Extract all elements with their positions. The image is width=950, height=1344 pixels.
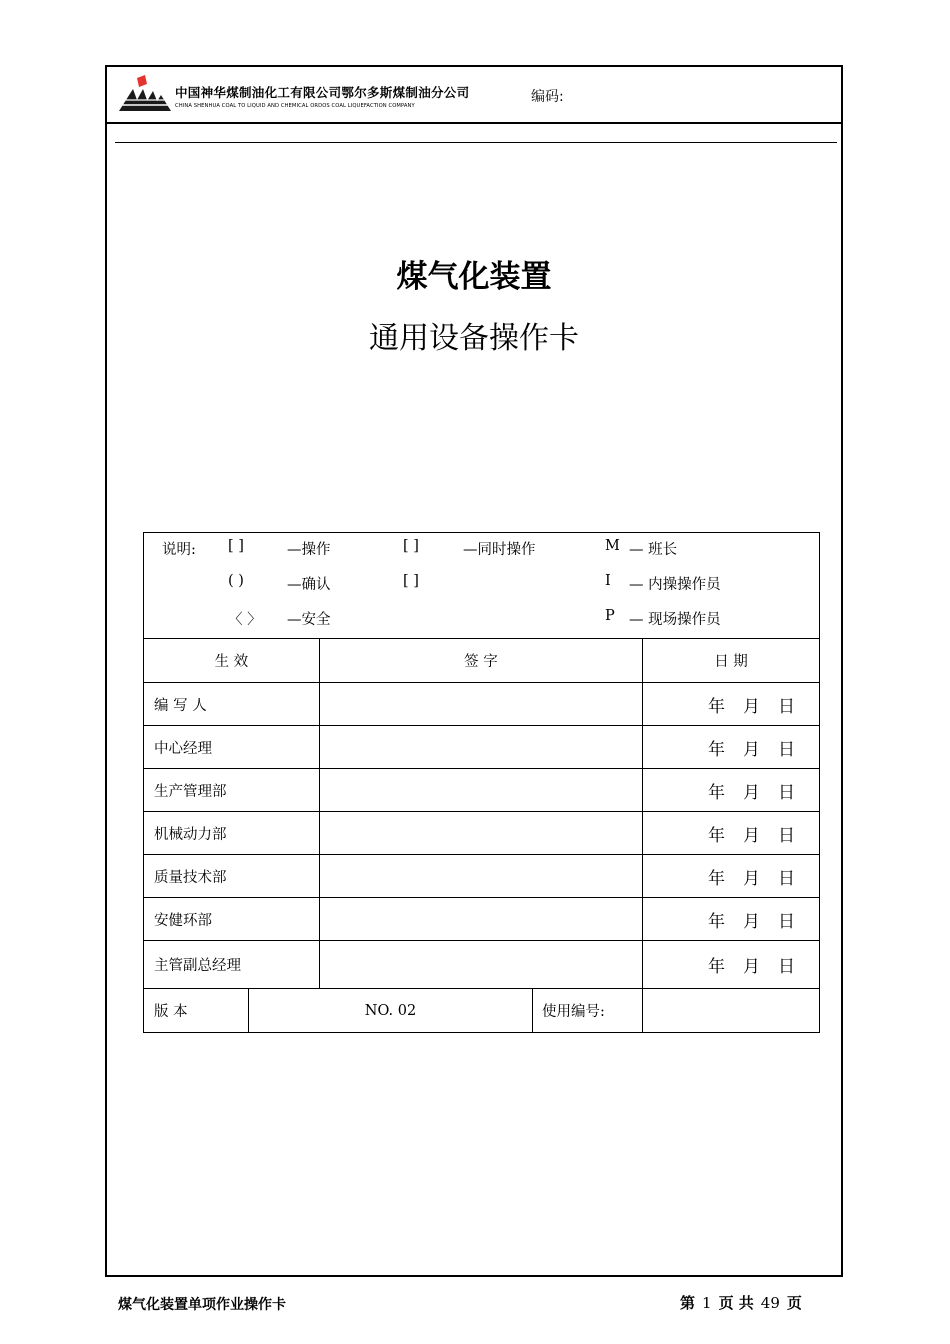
legend-text: — 现场操作员 <box>629 612 721 628</box>
legend-symbol: I <box>605 573 611 589</box>
use-no-label: 使用编号: <box>533 989 643 1033</box>
date-cell[interactable]: 年 月 日 <box>643 812 820 855</box>
header-cell-date: 日 期 <box>643 639 820 683</box>
legend-box <box>144 533 820 639</box>
header-rule <box>115 142 837 143</box>
use-no-field[interactable] <box>643 989 820 1033</box>
signature-cell[interactable] <box>319 898 642 941</box>
table-row <box>144 855 820 898</box>
signature-cell[interactable] <box>319 941 642 989</box>
legend-text: —安全 <box>287 612 331 628</box>
legend-symbol: [ ] <box>228 538 244 554</box>
role-cell: 主管副总经理 <box>144 941 320 989</box>
signature-cell[interactable] <box>319 726 642 769</box>
legend-text: —确认 <box>287 577 331 593</box>
date-cell[interactable]: 年 月 日 <box>643 855 820 898</box>
legend-symbol: [ ] <box>403 538 419 554</box>
table-row <box>144 898 820 941</box>
table-row <box>144 769 820 812</box>
version-value: NO. 02 <box>249 989 533 1033</box>
legend-text: —同时操作 <box>463 542 536 558</box>
legend-symbol: [ ] <box>403 573 419 589</box>
legend-label: 说明: <box>162 542 196 558</box>
table-row <box>144 941 820 989</box>
legend-symbol: 〈 〉 <box>228 612 262 628</box>
signature-cell[interactable] <box>319 812 642 855</box>
code-label: 编码: <box>531 89 564 105</box>
signature-cell[interactable] <box>319 855 642 898</box>
legend-symbol: ( ) <box>228 573 244 589</box>
header-cell-effective: 生 效 <box>144 639 320 683</box>
document-subtitle: 通用设备操作卡 <box>369 321 579 356</box>
document-frame <box>105 65 843 1277</box>
version-row <box>144 989 820 1033</box>
table-row <box>144 726 820 769</box>
role-cell: 编 写 人 <box>144 683 320 726</box>
header-cell-signature: 签 字 <box>319 639 642 683</box>
table-row <box>144 683 820 726</box>
date-cell[interactable]: 年 月 日 <box>643 769 820 812</box>
legend-text: — 内操操作员 <box>629 577 721 593</box>
document-header <box>107 67 841 124</box>
date-cell[interactable]: 年 月 日 <box>643 683 820 726</box>
page-counter: 第 1 页 共 49 页 <box>680 1294 802 1312</box>
signature-cell[interactable] <box>319 769 642 812</box>
role-cell: 安健环部 <box>144 898 320 941</box>
role-cell: 中心经理 <box>144 726 320 769</box>
date-cell[interactable]: 年 月 日 <box>643 898 820 941</box>
role-cell: 机械动力部 <box>144 812 320 855</box>
legend-symbol: P <box>605 608 615 624</box>
version-label: 版 本 <box>144 989 249 1033</box>
company-name-cn: 中国神华煤制油化工有限公司鄂尔多斯煤制油分公司 <box>175 85 470 100</box>
date-cell[interactable]: 年 月 日 <box>643 941 820 989</box>
document-title: 煤气化装置 <box>396 259 552 295</box>
company-logo-icon <box>119 75 171 113</box>
role-cell: 生产管理部 <box>144 769 320 812</box>
company-name-en: CHINA SHENHUA COAL TO LIQUID AND CHEMICAL ORDOS COAL LIQUEFACTION COMPANY <box>175 103 415 109</box>
role-cell: 质量技术部 <box>144 855 320 898</box>
signoff-table <box>143 532 820 1033</box>
legend-text: —操作 <box>287 542 331 558</box>
legend-symbol: M <box>605 538 620 554</box>
footer-title: 煤气化装置单项作业操作卡 <box>118 1297 286 1313</box>
date-cell[interactable]: 年 月 日 <box>643 726 820 769</box>
signature-cell[interactable] <box>319 683 642 726</box>
legend-text: — 班长 <box>629 542 678 558</box>
table-row <box>144 812 820 855</box>
